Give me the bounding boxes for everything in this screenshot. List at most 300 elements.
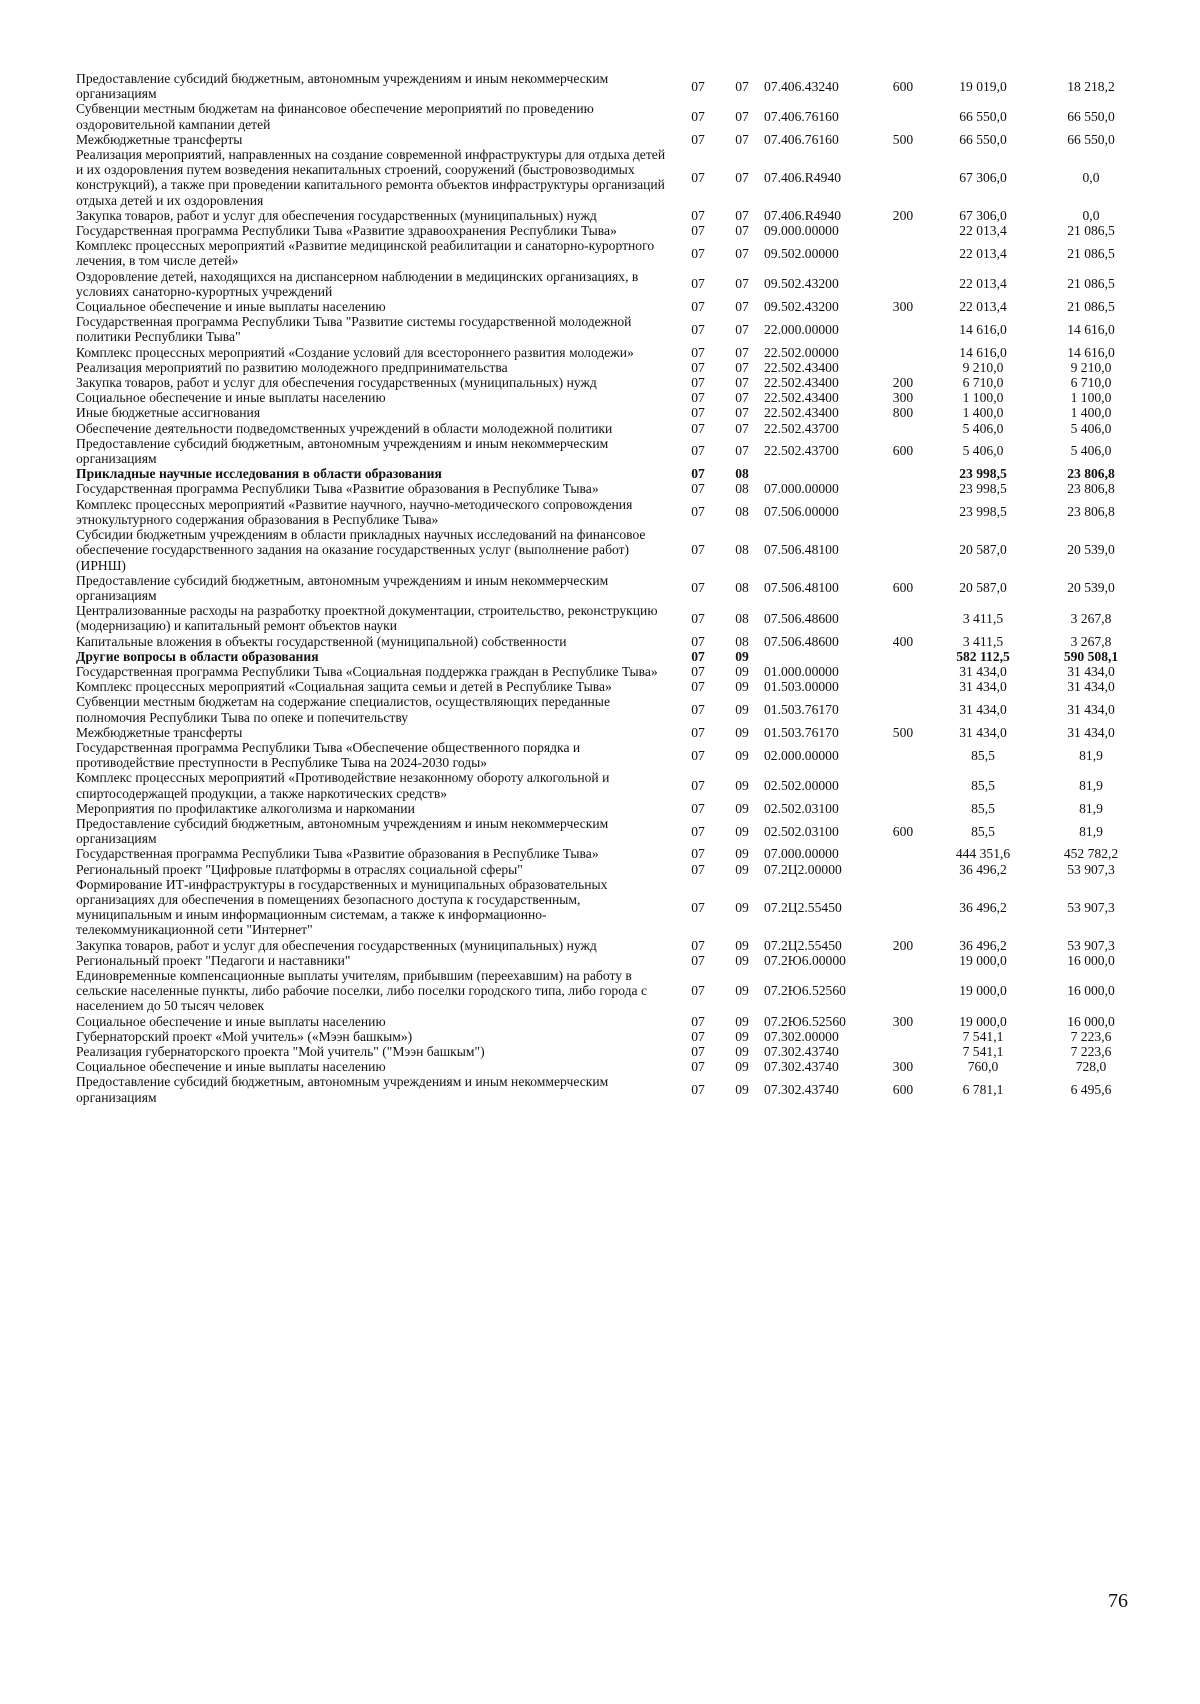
row-amount-year-2: 31 434,0 [1067, 679, 1115, 695]
row-amount-year-2: 16 000,0 [1067, 983, 1115, 999]
row-expense-type: 200 [892, 207, 914, 223]
row-section-code: 07 [691, 580, 705, 596]
table-row [76, 634, 1144, 649]
row-amount-year-2: 53 907,3 [1067, 899, 1115, 915]
row-section-code: 07 [691, 443, 705, 459]
table-row [76, 390, 1144, 405]
row-subsection-code: 09 [735, 823, 749, 839]
row-expense-type [878, 527, 928, 573]
row-amount-year-1: 85,5 [971, 800, 995, 816]
row-name: Государственная программа Республики Тыва «Развитие образования в Республике Тыва» [76, 481, 599, 497]
row-target-article: 01.503.76170 [764, 701, 839, 717]
row-section-code: 07 [691, 359, 705, 375]
row-amount-year-2: 31 434,0 [1067, 663, 1115, 679]
row-name: Комплекс процессных мероприятий «Развитие научного, научно-методического сопровождения этнокультурного содержания образования в Республике Тыва» [76, 496, 633, 527]
row-expense-type: 300 [892, 390, 914, 406]
table-row [76, 953, 1144, 968]
row-name: Обеспечение деятельности подведомственных учреждений в области молодежной политики [76, 420, 613, 436]
row-amount-year-1: 19 000,0 [959, 983, 1007, 999]
table-row [76, 846, 1144, 861]
table-row [76, 801, 1144, 816]
table-row [76, 1044, 1144, 1059]
row-target-article: 22.000.00000 [764, 321, 839, 337]
row-section-code: 07 [691, 405, 705, 421]
row-subsection-code: 09 [735, 701, 749, 717]
row-subsection-code: 09 [735, 937, 749, 953]
row-amount-year-2: 16 000,0 [1067, 952, 1115, 968]
row-name: Государственная программа Республики Тыва «Развитие здравоохранения Республики Тыва» [76, 223, 617, 239]
row-section-code: 07 [691, 724, 705, 740]
row-name: Государственная программа Республики Тыва «Развитие образования в Республике Тыва» [76, 846, 599, 862]
row-subsection-code: 07 [735, 78, 749, 94]
row-section-code: 07 [691, 207, 705, 223]
row-subsection-code: 09 [735, 861, 749, 877]
table-row [76, 345, 1144, 360]
row-amount-year-1: 14 616,0 [959, 321, 1007, 337]
row-subsection-code: 07 [735, 375, 749, 391]
row-expense-type [878, 269, 928, 299]
row-target-article: 07.406.76160 [764, 109, 839, 124]
row-name: Социальное обеспечение и иные выплаты населению [76, 1013, 386, 1029]
row-subsection-code: 09 [735, 724, 749, 740]
row-target-article: 07.000.00000 [764, 481, 839, 497]
row-expense-type [878, 801, 928, 816]
row-name: Комплекс процессных мероприятий «Социальная защита семьи и детей в Республике Тыва» [76, 679, 612, 695]
row-amount-year-2: 20 539,0 [1067, 580, 1115, 596]
table-row [76, 573, 1144, 603]
row-name: Комплекс процессных мероприятий «Противодействие незаконному обороту алкогольной и спиртосодержащей продукции, а также наркотических средств» [76, 770, 610, 801]
row-section-code: 07 [691, 648, 705, 664]
row-name: Предоставление субсидий бюджетным, автономным учреждениям и иным некоммерческим организациям [76, 572, 609, 603]
row-amount-year-1: 1 100,0 [962, 390, 1004, 406]
row-subsection-code: 07 [735, 321, 749, 337]
row-expense-type [878, 360, 928, 375]
row-section-code: 07 [691, 800, 705, 816]
row-name: Формирование ИТ-инфраструктуры в государственных и муниципальных образовательных организациях для обеспечения в помещениях безопасного доступа к государственным, муниципальным и иным информационным системам, а также к информационно-телекоммуникационной сети "Интернет" [76, 876, 608, 938]
row-name: Закупка товаров, работ и услуг для обеспечения государственных (муниципальных) нужд [76, 207, 597, 223]
row-name: Социальное обеспечение и иные выплаты населению [76, 390, 386, 406]
row-amount-year-2: 81,9 [1079, 747, 1103, 763]
table-row [76, 436, 1144, 466]
row-subsection-code: 09 [735, 1082, 749, 1097]
row-amount-year-2: 53 907,3 [1067, 937, 1115, 953]
row-section-code: 07 [691, 466, 705, 482]
row-section-code: 07 [691, 542, 705, 558]
row-section-code: 07 [691, 390, 705, 406]
row-target-article: 07.2Ц2.00000 [764, 861, 842, 877]
row-amount-year-1: 19 019,0 [959, 78, 1007, 94]
row-target-article: 07.506.48600 [764, 633, 839, 649]
row-section-code: 07 [691, 78, 705, 94]
row-subsection-code: 08 [735, 542, 749, 558]
row-name: Капитальные вложения в объекты государственной (муниципальной) собственности [76, 633, 567, 649]
row-section-code: 07 [691, 846, 705, 862]
row-section-code: 07 [691, 937, 705, 953]
row-name: Единовременные компенсационные выплаты учителям, прибывшим (переехавшим) на работу в сельские населенные пункты, либо рабочие поселки, либо поселки городского типа, либо города с населением до 50 тысяч человек [76, 967, 647, 1014]
row-target-article: 22.502.00000 [764, 344, 839, 360]
table-row [76, 269, 1144, 299]
row-name: Комплекс процессных мероприятий «Создание условий для всестороннего развития молодежи» [76, 344, 634, 360]
row-subsection-code: 07 [735, 390, 749, 406]
row-amount-year-2: 81,9 [1079, 777, 1103, 793]
table-row [76, 694, 1144, 724]
row-amount-year-2: 66 550,0 [1067, 109, 1115, 124]
row-expense-type [878, 1044, 928, 1059]
row-target-article: 01.503.00000 [764, 679, 839, 695]
row-amount-year-2: 21 086,5 [1067, 245, 1115, 261]
row-amount-year-1: 3 411,5 [962, 633, 1004, 649]
table-row [76, 816, 1144, 846]
row-target-article: 01.503.76170 [764, 724, 839, 740]
table-row [76, 132, 1144, 147]
row-amount-year-2: 452 782,2 [1063, 846, 1119, 862]
row-section-code: 07 [691, 861, 705, 877]
row-expense-type [878, 238, 928, 268]
row-subsection-code: 07 [735, 276, 749, 292]
row-section-code: 07 [691, 1082, 705, 1097]
row-name: Региональный проект "Педагоги и наставники" [76, 952, 351, 968]
table-row [76, 603, 1144, 633]
row-amount-year-1: 85,5 [971, 823, 995, 839]
row-target-article [764, 466, 878, 481]
table-row [76, 740, 1144, 770]
row-amount-year-2: 21 086,5 [1067, 299, 1115, 315]
row-amount-year-1: 85,5 [971, 747, 995, 763]
row-amount-year-1: 22 013,4 [959, 276, 1007, 292]
budget-document-page [76, 71, 1144, 1105]
row-expense-type [878, 603, 928, 633]
row-amount-year-2: 590 508,1 [1063, 648, 1119, 664]
row-name: Предоставление субсидий бюджетным, автономным учреждениям и иным некоммерческим организациям [76, 815, 609, 847]
table-row [76, 527, 1144, 573]
row-target-article: 07.302.43740 [764, 1082, 839, 1097]
row-amount-year-2: 1 100,0 [1070, 390, 1112, 406]
row-subsection-code: 09 [735, 899, 749, 915]
row-name: Предоставление субсидий бюджетным, автономным учреждениям и иным некоммерческим организациям [76, 435, 609, 467]
row-amount-year-2: 21 086,5 [1067, 276, 1115, 292]
row-subsection-code: 07 [735, 207, 749, 223]
table-row [76, 405, 1144, 420]
row-target-article: 02.502.03100 [764, 823, 839, 839]
row-subsection-code: 09 [735, 983, 749, 999]
table-row [76, 421, 1144, 436]
row-name: Реализация мероприятий по развитию молодежного предпринимательства [76, 359, 508, 375]
table-row [76, 679, 1144, 694]
row-name: Закупка товаров, работ и услуг для обеспечения государственных (муниципальных) нужд [76, 937, 597, 953]
row-target-article: 07.406.R4940 [764, 169, 842, 185]
row-subsection-code: 09 [735, 777, 749, 793]
row-name: Государственная программа Республики Тыва «Обеспечение общественного порядка и противодействие преступности в Республике Тыва на 2024-2030 годы» [76, 739, 581, 771]
row-amount-year-1: 22 013,4 [959, 223, 1007, 239]
row-amount-year-1: 23 998,5 [959, 481, 1007, 497]
row-amount-year-2: 5 406,0 [1070, 420, 1112, 436]
row-amount-year-1: 6 781,1 [962, 1082, 1004, 1097]
table-row [76, 938, 1144, 953]
table-row [76, 223, 1144, 238]
row-amount-year-2: 3 267,8 [1070, 633, 1112, 649]
row-amount-year-1: 14 616,0 [959, 344, 1007, 360]
row-amount-year-1: 31 434,0 [959, 679, 1007, 695]
table-row [76, 968, 1144, 1014]
row-expense-type [878, 466, 928, 481]
row-subsection-code: 07 [735, 245, 749, 261]
row-name: Межбюджетные трансферты [76, 724, 243, 740]
row-name: Государственная программа Республики Тыва "Развитие системы государственной молодежной политики Республики Тыва" [76, 314, 632, 345]
row-amount-year-2: 14 616,0 [1067, 344, 1115, 360]
row-expense-type [878, 679, 928, 694]
row-amount-year-2: 0,0 [1082, 169, 1100, 185]
row-section-code: 07 [691, 663, 705, 679]
row-target-article: 07.302.43740 [764, 1059, 839, 1075]
row-amount-year-1: 85,5 [971, 777, 995, 793]
row-amount-year-2: 6 495,6 [1070, 1082, 1112, 1097]
row-target-article: 02.000.00000 [764, 747, 839, 763]
row-subsection-code: 07 [735, 420, 749, 436]
row-subsection-code: 09 [735, 679, 749, 695]
row-name: Закупка товаров, работ и услуг для обеспечения государственных (муниципальных) нужд [76, 375, 597, 391]
row-subsection-code: 09 [735, 952, 749, 968]
row-amount-year-1: 582 112,5 [956, 648, 1010, 664]
row-target-article: 07.302.43740 [764, 1044, 839, 1059]
row-section-code: 07 [691, 321, 705, 337]
table-row [76, 360, 1144, 375]
row-expense-type [878, 314, 928, 344]
row-subsection-code: 09 [735, 648, 749, 664]
row-expense-type: 500 [892, 131, 914, 147]
table-row [76, 1014, 1144, 1029]
row-section-code: 07 [691, 223, 705, 239]
row-amount-year-1: 36 496,2 [959, 937, 1007, 953]
row-section-code: 07 [691, 747, 705, 763]
row-amount-year-2: 21 086,5 [1067, 223, 1115, 239]
row-target-article: 22.502.43700 [764, 420, 839, 436]
row-expense-type [878, 1029, 928, 1044]
row-expense-type [878, 649, 928, 664]
row-expense-type [878, 147, 928, 208]
row-amount-year-1: 23 998,5 [959, 504, 1007, 520]
row-amount-year-1: 5 406,0 [962, 420, 1004, 436]
row-name: Государственная программа Республики Тыва «Социальная поддержка граждан в Республике Тыва» [76, 663, 658, 679]
row-subsection-code: 07 [735, 131, 749, 147]
row-subsection-code: 07 [735, 223, 749, 239]
row-target-article: 07.2Ю6.52560 [764, 983, 846, 999]
row-target-article: 07.506.48100 [764, 580, 839, 596]
row-name: Комплекс процессных мероприятий «Развитие медицинской реабилитации и санаторно-курортного лечения, в том числе детей» [76, 238, 655, 269]
row-amount-year-2: 3 267,8 [1070, 610, 1112, 626]
row-section-code: 07 [691, 504, 705, 520]
row-amount-year-2: 81,9 [1079, 823, 1103, 839]
row-subsection-code: 07 [735, 344, 749, 360]
row-amount-year-1: 66 550,0 [959, 109, 1007, 124]
row-amount-year-2: 23 806,8 [1067, 466, 1115, 482]
row-expense-type: 600 [892, 580, 914, 596]
row-expense-type [878, 694, 928, 724]
row-name: Реализация губернаторского проекта "Мой учитель" ("Мээн башкым") [76, 1044, 485, 1059]
row-target-article: 22.502.43400 [764, 375, 839, 391]
table-row [76, 208, 1144, 223]
row-section-code: 07 [691, 899, 705, 915]
table-row [76, 497, 1144, 527]
row-amount-year-1: 66 550,0 [959, 131, 1007, 147]
row-section-code: 07 [691, 245, 705, 261]
row-target-article: 09.502.43200 [764, 276, 839, 292]
row-section-code: 07 [691, 777, 705, 793]
row-subsection-code: 08 [735, 580, 749, 596]
row-subsection-code: 08 [735, 633, 749, 649]
row-amount-year-1: 1 400,0 [962, 405, 1004, 421]
row-expense-type: 200 [892, 375, 914, 391]
row-target-article: 07.406.R4940 [764, 207, 842, 223]
row-name: Предоставление субсидий бюджетным, автономным учреждениям и иным некоммерческим организациям [76, 1074, 609, 1105]
row-target-article: 07.2Ю6.00000 [764, 952, 846, 968]
row-expense-type: 600 [892, 823, 914, 839]
row-expense-type [878, 497, 928, 527]
row-amount-year-1: 31 434,0 [959, 663, 1007, 679]
row-amount-year-1: 3 411,5 [962, 610, 1004, 626]
row-subsection-code: 07 [735, 359, 749, 375]
row-expense-type: 800 [892, 405, 914, 421]
row-subsection-code: 09 [735, 663, 749, 679]
row-amount-year-1: 31 434,0 [959, 724, 1007, 740]
row-amount-year-2: 18 218,2 [1067, 78, 1115, 94]
row-amount-year-2: 7 223,6 [1070, 1044, 1112, 1059]
row-subsection-code: 09 [735, 1013, 749, 1029]
row-expense-type: 400 [892, 633, 914, 649]
row-target-article: 07.506.48100 [764, 542, 839, 558]
row-target-article: 02.502.03100 [764, 800, 839, 816]
row-name: Иные бюджетные ассигнования [76, 405, 261, 421]
row-section-code: 07 [691, 276, 705, 292]
row-section-code: 07 [691, 299, 705, 315]
row-amount-year-1: 5 406,0 [962, 443, 1004, 459]
row-subsection-code: 07 [735, 299, 749, 315]
table-row [76, 725, 1144, 740]
row-name: Субсидии бюджетным учреждениям в области прикладных научных исследований на финансовое обеспечение государственного задания на оказание государственных услуг (выполнение работ) (ИРНШ) [76, 527, 646, 573]
table-row [76, 71, 1144, 101]
row-section-code: 07 [691, 1013, 705, 1029]
row-expense-type [878, 223, 928, 238]
budget-table-body [76, 71, 1144, 1105]
table-row [76, 375, 1144, 390]
row-amount-year-1: 36 496,2 [959, 861, 1007, 877]
row-expense-type [878, 770, 928, 800]
row-expense-type: 300 [892, 299, 914, 315]
row-section-code: 07 [691, 679, 705, 695]
row-section-code: 07 [691, 1044, 705, 1059]
row-amount-year-2: 728,0 [1075, 1059, 1107, 1075]
row-section-code: 07 [691, 1028, 705, 1044]
row-expense-type [878, 345, 928, 360]
row-target-article: 07.2Ц2.55450 [764, 899, 842, 915]
row-subsection-code: 08 [735, 466, 749, 482]
row-section-code: 07 [691, 952, 705, 968]
row-amount-year-1: 760,0 [967, 1059, 999, 1075]
row-subsection-code: 09 [735, 846, 749, 862]
budget-table [76, 71, 1144, 1105]
row-name: Предоставление субсидий бюджетным, автономным учреждениям и иным некоммерческим организациям [76, 71, 609, 102]
row-amount-year-1: 7 541,1 [962, 1044, 1004, 1059]
row-name: Мероприятия по профилактике алкоголизма и наркомании [76, 800, 415, 816]
row-subsection-code: 09 [735, 747, 749, 763]
row-name: Прикладные научные исследования в области образования [76, 466, 442, 482]
row-expense-type: 500 [892, 724, 914, 740]
row-expense-type: 600 [892, 443, 914, 459]
table-row [76, 862, 1144, 877]
row-name: Губернаторский проект «Мой учитель» («Мээн башкым») [76, 1028, 413, 1044]
row-amount-year-2: 1 400,0 [1070, 405, 1112, 421]
row-section-code: 07 [691, 109, 705, 124]
row-name: Региональный проект "Цифровые платформы в отраслях социальной сферы" [76, 861, 523, 877]
row-subsection-code: 08 [735, 610, 749, 626]
row-name: Социальное обеспечение и иные выплаты населению [76, 299, 386, 315]
row-section-code: 07 [691, 481, 705, 497]
row-name: Централизованные расходы на разработку проектной документации, строительство, реконструкцию (модернизацию) и капитальный ремонт объектов науки [76, 603, 658, 634]
row-amount-year-1: 36 496,2 [959, 899, 1007, 915]
row-amount-year-2: 16 000,0 [1067, 1013, 1115, 1029]
row-amount-year-1: 7 541,1 [962, 1028, 1004, 1044]
page-number: 76 [1108, 1590, 1128, 1612]
table-row [76, 1029, 1144, 1044]
row-target-article: 07.506.00000 [764, 504, 839, 520]
row-expense-type: 300 [892, 1059, 914, 1075]
row-amount-year-1: 6 710,0 [962, 375, 1004, 391]
row-expense-type [878, 862, 928, 877]
row-amount-year-2: 6 710,0 [1070, 375, 1112, 391]
row-amount-year-2: 7 223,6 [1070, 1028, 1112, 1044]
row-amount-year-1: 23 998,5 [959, 466, 1007, 482]
row-target-article: 07.406.76160 [764, 131, 839, 147]
row-subsection-code: 08 [735, 504, 749, 520]
row-name: Субвенции местным бюджетам на финансовое обеспечение мероприятий по проведению оздоровительной кампании детей [76, 101, 594, 132]
row-target-article: 07.302.00000 [764, 1028, 839, 1044]
row-amount-year-2: 23 806,8 [1067, 504, 1115, 520]
row-section-code: 07 [691, 169, 705, 185]
table-row [76, 1059, 1144, 1074]
row-amount-year-2: 53 907,3 [1067, 861, 1115, 877]
row-amount-year-2: 23 806,8 [1067, 481, 1115, 497]
row-target-article: 07.506.48600 [764, 610, 839, 626]
table-row [76, 238, 1144, 268]
row-name: Социальное обеспечение и иные выплаты населению [76, 1059, 386, 1075]
row-target-article: 09.000.00000 [764, 223, 839, 239]
row-target-article: 22.502.43400 [764, 359, 839, 375]
row-target-article: 09.502.00000 [764, 245, 839, 261]
table-row [76, 481, 1144, 496]
row-amount-year-2: 31 434,0 [1067, 724, 1115, 740]
row-target-article: 02.502.00000 [764, 777, 839, 793]
row-section-code: 07 [691, 420, 705, 436]
row-name: Реализация мероприятий, направленных на создание современной инфраструктуры для отдыха детей и их оздоровления путем возведения некапитальных строений, сооружений (быстровозводимых конструкций), а также при проведении капитального ремонта объектов инфраструктуры организаций отдыха детей и их оздоровления [76, 147, 666, 208]
row-subsection-code: 07 [735, 109, 749, 124]
row-section-code: 07 [691, 701, 705, 717]
row-section-code: 07 [691, 610, 705, 626]
row-section-code: 07 [691, 983, 705, 999]
row-expense-type: 200 [892, 937, 914, 953]
table-row-section-total [76, 466, 1144, 481]
row-subsection-code: 07 [735, 443, 749, 459]
row-expense-type [878, 740, 928, 770]
row-target-article: 07.000.00000 [764, 846, 839, 862]
row-target-article: 09.502.43200 [764, 299, 839, 315]
row-amount-year-1: 20 587,0 [959, 542, 1007, 558]
row-amount-year-2: 0,0 [1082, 207, 1100, 223]
table-row [76, 314, 1144, 344]
row-section-code: 07 [691, 344, 705, 360]
table-row [76, 299, 1144, 314]
row-target-article: 22.502.43400 [764, 405, 839, 421]
row-subsection-code: 09 [735, 800, 749, 816]
row-amount-year-2: 9 210,0 [1070, 359, 1112, 375]
